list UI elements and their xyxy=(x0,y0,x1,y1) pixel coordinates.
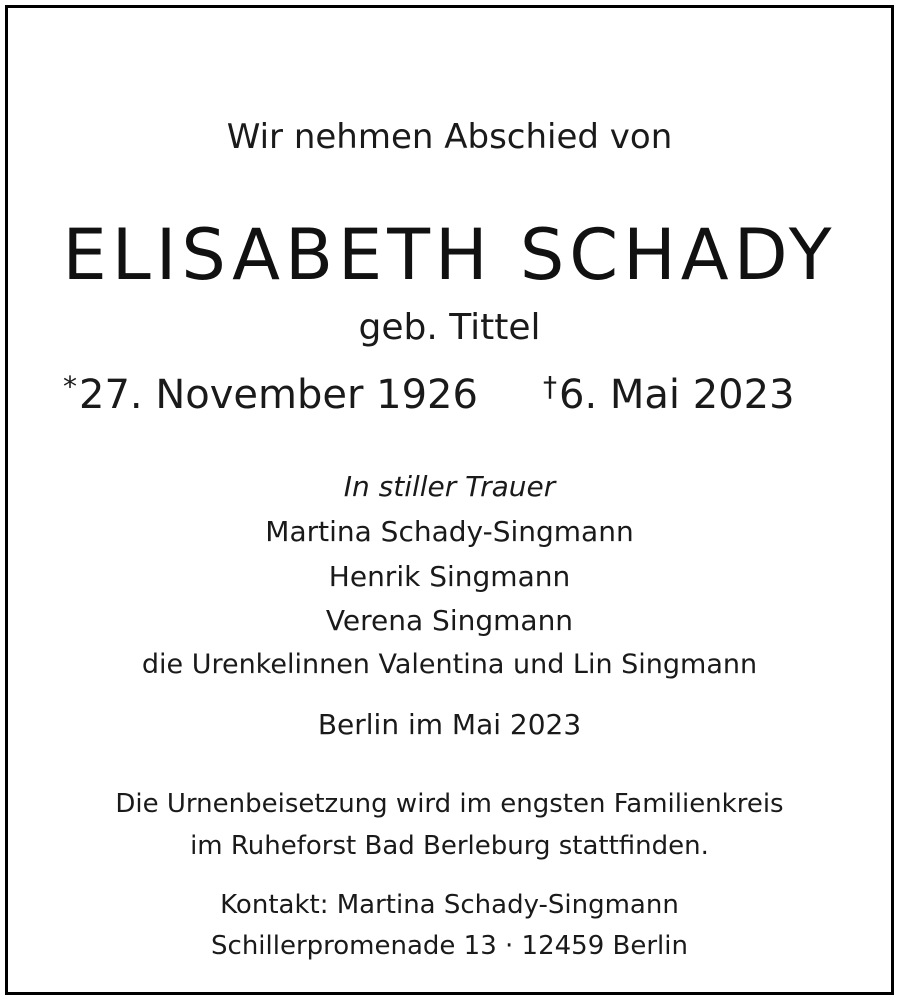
obituary-frame xyxy=(5,5,894,995)
mourner-name: die Urenkelinnen Valentina und Lin Singmann xyxy=(141,649,758,680)
birth-date-group xyxy=(63,370,478,418)
contact-address: Schillerpromenade 13 · 12459 Berlin xyxy=(211,931,688,961)
death-date: 6. Mai 2023 xyxy=(559,372,795,418)
mourner-name: Henrik Singmann xyxy=(328,560,571,593)
mourning-line: In stiller Trauer xyxy=(343,470,556,503)
burial-info-line: im Ruheforst Bad Berleburg stattfinden. xyxy=(190,831,709,861)
burial-info-line: Die Urnenbeisetzung wird im engsten Familienkreis xyxy=(115,789,784,819)
death-cross-icon: † xyxy=(543,370,557,403)
contact-line: Kontakt: Martina Schady-Singmann xyxy=(220,890,679,920)
death-date-group xyxy=(543,370,795,418)
birth-star-icon: * xyxy=(63,370,77,403)
maiden-name: geb. Tittel xyxy=(358,307,541,348)
place-date: Berlin im Mai 2023 xyxy=(317,708,582,741)
deceased-name: ELISABETH SCHADY xyxy=(62,214,837,296)
mourner-name: Verena Singmann xyxy=(325,604,574,637)
birth-date: 27. November 1926 xyxy=(79,372,478,418)
mourner-name: Martina Schady-Singmann xyxy=(265,515,634,548)
intro-text: Wir nehmen Abschied von xyxy=(226,117,673,157)
